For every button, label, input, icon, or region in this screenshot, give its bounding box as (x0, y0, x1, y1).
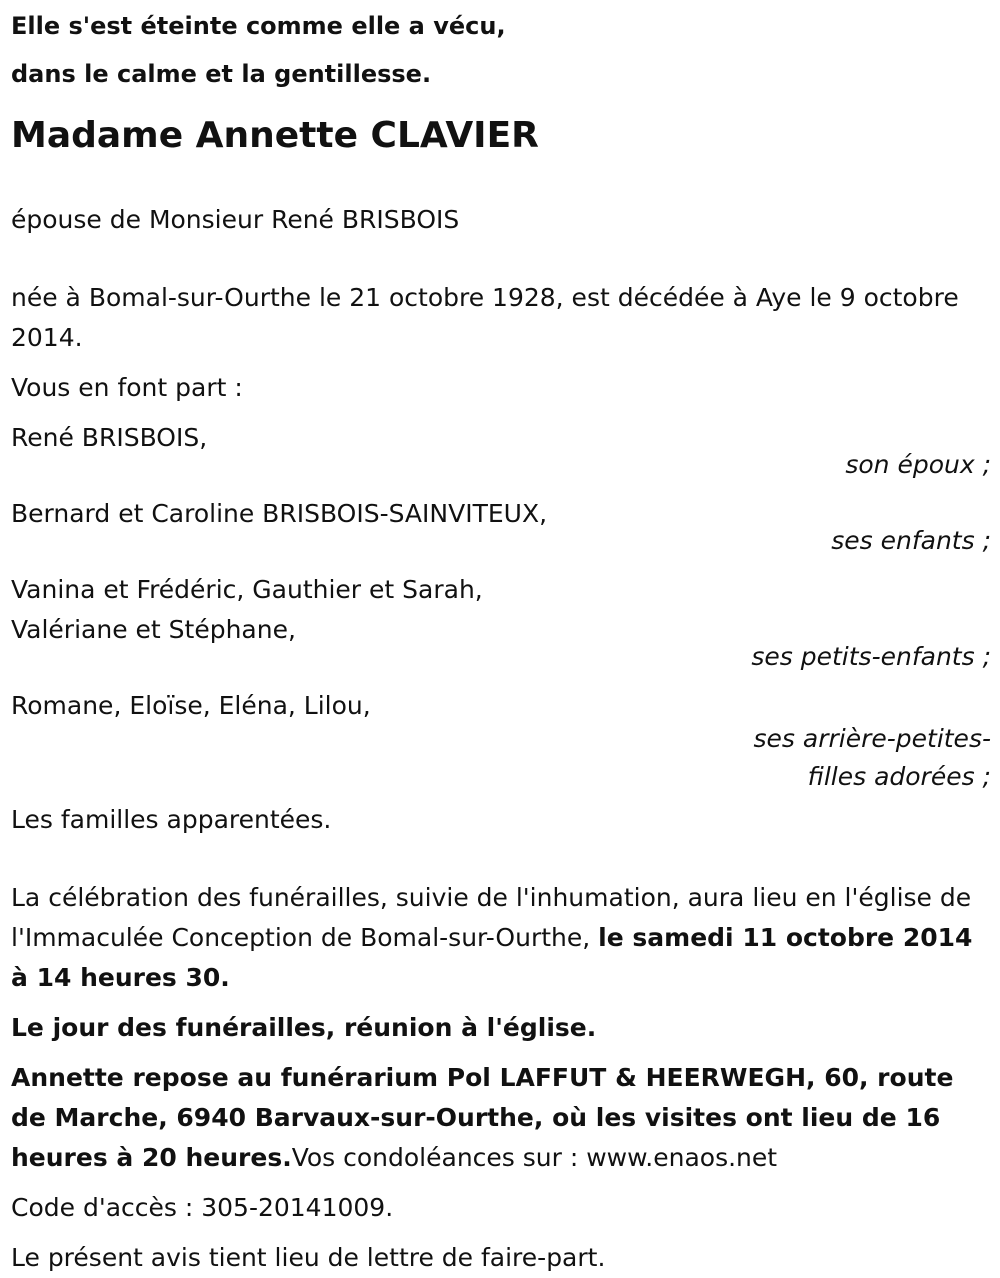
family-names-line-2: Valériane et Stéphane, (11, 615, 296, 644)
family-relation: ses enfants ; (831, 526, 991, 555)
ceremony-text: La célébration des funérailles, suivie de l'inhumation, aura lieu en l'église de l'Immaculée Conception de Bomal-sur-Ourthe, (11, 883, 972, 952)
epigraph-line-2: dans le calme et la gentillesse. (11, 60, 432, 88)
visitation-text: Annette repose au funérarium Pol LAFFUT & HEERWEGH, 60, route de Marche, 6940 Barvaux-sur-Ourthe, où les visites ont lieu de 16 heures à 20 heures. (11, 1063, 954, 1172)
announcement: Vous en font part : (11, 373, 243, 402)
epigraph (11, 2, 991, 98)
family-names: Vanina et Frédéric, Gauthier et Sarah, (11, 575, 483, 604)
visitation-paragraph (11, 1058, 991, 1178)
spouse-line: épouse de Monsieur René BRISBOIS (11, 205, 460, 234)
family-names: René BRISBOIS, (11, 423, 208, 452)
ceremony-paragraph (11, 878, 991, 998)
birth-death-line: née à Bomal-sur-Ourthe le 21 octobre 1928, est décédée à Aye le 9 octobre 2014. (11, 283, 959, 352)
family-relation: ses arrière-petites-filles adorées ; (753, 724, 991, 791)
family-relation: son époux ; (845, 450, 991, 479)
obituary-notice (11, 0, 991, 1278)
access-code: Code d'accès : 305-20141009. (11, 1193, 394, 1222)
family-names: Bernard et Caroline BRISBOIS-SAINVITEUX, (11, 499, 548, 528)
condolences-text: Vos condoléances sur : www.enaos.net (291, 1143, 778, 1172)
family-names: Romane, Eloïse, Eléna, Lilou, (11, 691, 371, 720)
family-member (11, 686, 991, 796)
ceremony-datetime: le samedi 11 octobre 2014 à 14 heures 30. (11, 923, 973, 992)
family-member (11, 494, 991, 560)
family-member (11, 570, 991, 676)
meeting-line: Le jour des funérailles, réunion à l'église. (11, 1013, 597, 1042)
related-families: Les familles apparentées. (11, 805, 332, 834)
epigraph-line-1: Elle s'est éteinte comme elle a vécu, (11, 12, 506, 40)
footer-note: Le présent avis tient lieu de lettre de faire-part. (11, 1243, 606, 1272)
deceased-name: Madame Annette CLAVIER (11, 115, 539, 156)
family-relation: ses petits-enfants ; (751, 642, 991, 671)
family-member (11, 418, 991, 484)
